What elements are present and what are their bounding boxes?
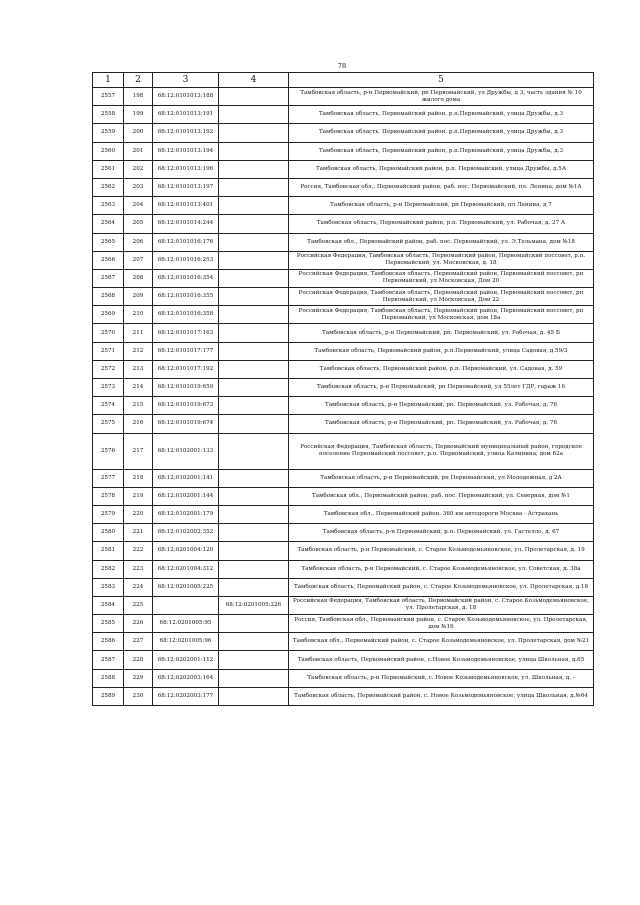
row-number-cell: 2568 bbox=[93, 288, 124, 306]
row-number-cell: 2576 bbox=[93, 433, 124, 469]
address-cell: Российская Федерация, Тамбовская область, Первомайский район, Первомайский поссовет, р.п. Первомайский, ул. Московская, д. 18 bbox=[289, 251, 594, 269]
table-row bbox=[93, 288, 594, 306]
cadastral-number-cell: 68:12:0201005:95 bbox=[153, 615, 219, 633]
header-col-2: 2 bbox=[124, 73, 153, 88]
row-number-cell: 2587 bbox=[93, 651, 124, 669]
row-number-cell: 2569 bbox=[93, 306, 124, 324]
table-row bbox=[93, 142, 594, 160]
alt-cadastral-number-cell bbox=[219, 88, 289, 106]
local-number-cell: 211 bbox=[124, 324, 153, 342]
cadastral-number-cell: 68:12:0201005:225 bbox=[153, 578, 219, 596]
cadastral-number-cell: 68:12:0101016:253 bbox=[153, 251, 219, 269]
alt-cadastral-number-cell bbox=[219, 269, 289, 287]
row-number-cell: 2565 bbox=[93, 233, 124, 251]
local-number-cell: 219 bbox=[124, 487, 153, 505]
cadastral-number-cell: 68:12:0202001:112 bbox=[153, 651, 219, 669]
alt-cadastral-number-cell bbox=[219, 615, 289, 633]
alt-cadastral-number-cell bbox=[219, 160, 289, 178]
row-number-cell: 2559 bbox=[93, 124, 124, 142]
alt-cadastral-number-cell bbox=[219, 505, 289, 523]
cadastral-number-cell: 68:12:0201004:120 bbox=[153, 542, 219, 560]
row-number-cell: 2584 bbox=[93, 596, 124, 614]
alt-cadastral-number-cell bbox=[219, 560, 289, 578]
row-number-cell: 2575 bbox=[93, 415, 124, 433]
address-cell: Тамбовская область, Первомайский район, р.п.Первомайский, улица Дружбы, д.3 bbox=[289, 142, 594, 160]
cadastral-number-cell: 68:12:0201004:312 bbox=[153, 560, 219, 578]
address-cell: Тамбовская область, Первомайский район, р.п.Первомайский, улица Садовая, д.59/3 bbox=[289, 342, 594, 360]
alt-cadastral-number-cell bbox=[219, 306, 289, 324]
local-number-cell: 204 bbox=[124, 197, 153, 215]
row-number-cell: 2586 bbox=[93, 633, 124, 651]
address-cell: Тамбовская обл., Первомайский район. 360 км автодороги Москва - Астрахань bbox=[289, 505, 594, 523]
local-number-cell: 206 bbox=[124, 233, 153, 251]
address-cell: Россия, Тамбовская обл., Первомайский район, раб. пос. Первомайский, пл. Ленина, дом №1А bbox=[289, 178, 594, 196]
alt-cadastral-number-cell bbox=[219, 251, 289, 269]
address-cell: Тамбовская область, Первомайский район, р.п.Первомайский, улица Дружбы, д.3 bbox=[289, 124, 594, 142]
row-number-cell: 2581 bbox=[93, 542, 124, 560]
alt-cadastral-number-cell bbox=[219, 178, 289, 196]
alt-cadastral-number-cell bbox=[219, 542, 289, 560]
table-row bbox=[93, 505, 594, 523]
table-row bbox=[93, 178, 594, 196]
cadastral-number-cell: 68:12:0101019:659 bbox=[153, 379, 219, 397]
cadastral-number-cell: 68:12:0101017:192 bbox=[153, 360, 219, 378]
local-number-cell: 205 bbox=[124, 215, 153, 233]
cadastral-number-cell: 68:12:0101016:354 bbox=[153, 269, 219, 287]
local-number-cell: 202 bbox=[124, 160, 153, 178]
cadastral-number-cell: 68:12:0101013:191 bbox=[153, 106, 219, 124]
table-row bbox=[93, 233, 594, 251]
table-row bbox=[93, 342, 594, 360]
cadastral-number-cell: 68:12:0101017:177 bbox=[153, 342, 219, 360]
alt-cadastral-number-cell bbox=[219, 578, 289, 596]
row-number-cell: 2589 bbox=[93, 687, 124, 705]
alt-cadastral-number-cell bbox=[219, 106, 289, 124]
row-number-cell: 2573 bbox=[93, 379, 124, 397]
cadastral-number-cell: 68:12:0101013:196 bbox=[153, 160, 219, 178]
row-number-cell: 2561 bbox=[93, 160, 124, 178]
address-cell: Тамбовская область, р-н Первомайский, с. Новое Козьмодемьяновское, ул. Школьная, д. - bbox=[289, 669, 594, 687]
table-row bbox=[93, 578, 594, 596]
cadastral-number-cell: 68:12:0201005:96 bbox=[153, 633, 219, 651]
header-col-1: 1 bbox=[93, 73, 124, 88]
cadastral-number-cell bbox=[153, 596, 219, 614]
cadastral-number-cell: 68:12:0101019:673 bbox=[153, 397, 219, 415]
cadastral-number-cell: 68:12:0202003:164 bbox=[153, 669, 219, 687]
local-number-cell: 226 bbox=[124, 615, 153, 633]
address-cell: Тамбовская область, р-н Первомайский, с. Старое Козьмодемьяновское, ул. Пролетарская, д. 19 bbox=[289, 542, 594, 560]
alt-cadastral-number-cell bbox=[219, 469, 289, 487]
local-number-cell: 217 bbox=[124, 433, 153, 469]
alt-cadastral-number-cell bbox=[219, 415, 289, 433]
local-number-cell: 220 bbox=[124, 505, 153, 523]
header-col-5: 5 bbox=[289, 73, 594, 88]
table-row bbox=[93, 379, 594, 397]
address-cell: Россия, Тамбовская обл., Первомайский район, с. Старое Козьмодемьяновское, ул. Пролетарская, дом №16 bbox=[289, 615, 594, 633]
alt-cadastral-number-cell: 68:12:0201005:226 bbox=[219, 596, 289, 614]
alt-cadastral-number-cell bbox=[219, 379, 289, 397]
alt-cadastral-number-cell bbox=[219, 487, 289, 505]
address-cell: Тамбовская область, р-н Первомайский, рп Первомайский, ул Молодежная, д 2А bbox=[289, 469, 594, 487]
table-row bbox=[93, 397, 594, 415]
local-number-cell: 227 bbox=[124, 633, 153, 651]
address-cell: Тамбовская область, Первомайский район, р.п.Первомайский, улица Дружбы, д.3 bbox=[289, 106, 594, 124]
local-number-cell: 212 bbox=[124, 342, 153, 360]
row-number-cell: 2577 bbox=[93, 469, 124, 487]
local-number-cell: 214 bbox=[124, 379, 153, 397]
header-col-3: 3 bbox=[153, 73, 219, 88]
local-number-cell: 221 bbox=[124, 524, 153, 542]
alt-cadastral-number-cell bbox=[219, 669, 289, 687]
local-number-cell: 203 bbox=[124, 178, 153, 196]
local-number-cell: 225 bbox=[124, 596, 153, 614]
cadastral-number-cell: 68:12:0101013:194 bbox=[153, 142, 219, 160]
cadastral-number-cell: 68:12:0101013:401 bbox=[153, 197, 219, 215]
local-number-cell: 229 bbox=[124, 669, 153, 687]
row-number-cell: 2563 bbox=[93, 197, 124, 215]
local-number-cell: 200 bbox=[124, 124, 153, 142]
alt-cadastral-number-cell bbox=[219, 360, 289, 378]
cadastral-number-cell: 68:12:0101016:176 bbox=[153, 233, 219, 251]
address-cell: Тамбовская область, Первомайский район, р.п. Первомайский, улица Дружбы, д.5А bbox=[289, 160, 594, 178]
cadastral-number-cell: 68:12:0102002:352 bbox=[153, 524, 219, 542]
table-row bbox=[93, 669, 594, 687]
alt-cadastral-number-cell bbox=[219, 124, 289, 142]
table-body bbox=[93, 88, 594, 706]
local-number-cell: 199 bbox=[124, 106, 153, 124]
row-number-cell: 2570 bbox=[93, 324, 124, 342]
alt-cadastral-number-cell bbox=[219, 288, 289, 306]
local-number-cell: 210 bbox=[124, 306, 153, 324]
alt-cadastral-number-cell bbox=[219, 215, 289, 233]
local-number-cell: 209 bbox=[124, 288, 153, 306]
alt-cadastral-number-cell bbox=[219, 687, 289, 705]
table-row bbox=[93, 160, 594, 178]
address-cell: Тамбовская область, Первомайский район, р.п. Первомайский, ул. Рабочая, д. 27 А bbox=[289, 215, 594, 233]
cadastral-number-cell: 68:12:0102001:141 bbox=[153, 469, 219, 487]
row-number-cell: 2588 bbox=[93, 669, 124, 687]
table-row bbox=[93, 633, 594, 651]
local-number-cell: 222 bbox=[124, 542, 153, 560]
table-row bbox=[93, 269, 594, 287]
alt-cadastral-number-cell bbox=[219, 233, 289, 251]
row-number-cell: 2562 bbox=[93, 178, 124, 196]
local-number-cell: 216 bbox=[124, 415, 153, 433]
header-row bbox=[93, 73, 594, 88]
alt-cadastral-number-cell bbox=[219, 633, 289, 651]
table-row bbox=[93, 215, 594, 233]
alt-cadastral-number-cell bbox=[219, 342, 289, 360]
address-cell: Тамбовская область, Первомайский район, с.Новое Козьмодемьяновское, улица Школьная, д.65 bbox=[289, 651, 594, 669]
alt-cadastral-number-cell bbox=[219, 433, 289, 469]
cadastral-number-cell: 68:12:0101016:355 bbox=[153, 288, 219, 306]
row-number-cell: 2571 bbox=[93, 342, 124, 360]
local-number-cell: 198 bbox=[124, 88, 153, 106]
address-cell: Тамбовская обл., Первомайский район, раб. пос. Первомайский, ул. Северная, дом №1 bbox=[289, 487, 594, 505]
address-cell: Российская Федерация, Тамбовская область, Первомайский район, Первомайский поссовет, рп Первомайский, ул Московская, Дом 20 bbox=[289, 269, 594, 287]
table-row bbox=[93, 469, 594, 487]
row-number-cell: 2582 bbox=[93, 560, 124, 578]
table-row bbox=[93, 651, 594, 669]
address-cell: Тамбовская область, р-н Первомайский, рп. Первомайский, ул. Рабочая, д. 45 Б bbox=[289, 324, 594, 342]
alt-cadastral-number-cell bbox=[219, 397, 289, 415]
cadastral-number-cell: 68:12:0102001:179 bbox=[153, 505, 219, 523]
address-cell: Российская Федерация, Тамбовская область, Первомайский район, Первомайский поссовет, рп Первомайский, ул Московская, Дом 22 bbox=[289, 288, 594, 306]
table-row bbox=[93, 415, 594, 433]
address-cell: Тамбовская область, Первомайский район, с. Старое Козьмодемьяновское, ул. Пролетарская, д.18 bbox=[289, 578, 594, 596]
table-row bbox=[93, 324, 594, 342]
cadastral-number-cell: 68:12:0101019:674 bbox=[153, 415, 219, 433]
table-row bbox=[93, 106, 594, 124]
cadastral-number-cell: 68:12:0101016:358 bbox=[153, 306, 219, 324]
row-number-cell: 2558 bbox=[93, 106, 124, 124]
table-row bbox=[93, 306, 594, 324]
table-row bbox=[93, 360, 594, 378]
local-number-cell: 213 bbox=[124, 360, 153, 378]
address-cell: Тамбовская область, р-н Первомайский, рп Первомайский, пл Ленина, д 7 bbox=[289, 197, 594, 215]
row-number-cell: 2566 bbox=[93, 251, 124, 269]
row-number-cell: 2574 bbox=[93, 397, 124, 415]
table-row bbox=[93, 542, 594, 560]
table-row bbox=[93, 687, 594, 705]
row-number-cell: 2557 bbox=[93, 88, 124, 106]
row-number-cell: 2579 bbox=[93, 505, 124, 523]
row-number-cell: 2560 bbox=[93, 142, 124, 160]
table-row bbox=[93, 251, 594, 269]
cadastral-number-cell: 68:12:0102001:144 bbox=[153, 487, 219, 505]
address-cell: Тамбовская область, р-н Первомайский, с. Старое Козьмодемьяновское, ул. Советская, д. 38а bbox=[289, 560, 594, 578]
row-number-cell: 2585 bbox=[93, 615, 124, 633]
header-col-4: 4 bbox=[219, 73, 289, 88]
table-row bbox=[93, 197, 594, 215]
address-cell: Тамбовская область, Первомайский район, с. Новое Козьмодемьяновское, улица Школьная, д.№64 bbox=[289, 687, 594, 705]
cadastral-number-cell: 68:12:0101013:197 bbox=[153, 178, 219, 196]
cadastral-number-cell: 68:12:0101013:192 bbox=[153, 124, 219, 142]
cadastral-number-cell: 68:12:0101013:188 bbox=[153, 88, 219, 106]
table-row bbox=[93, 487, 594, 505]
row-number-cell: 2583 bbox=[93, 578, 124, 596]
local-number-cell: 207 bbox=[124, 251, 153, 269]
table-row bbox=[93, 433, 594, 469]
local-number-cell: 201 bbox=[124, 142, 153, 160]
alt-cadastral-number-cell bbox=[219, 142, 289, 160]
table-row bbox=[93, 615, 594, 633]
alt-cadastral-number-cell bbox=[219, 524, 289, 542]
local-number-cell: 218 bbox=[124, 469, 153, 487]
cadastral-number-cell: 68:12:0102001:133 bbox=[153, 433, 219, 469]
alt-cadastral-number-cell bbox=[219, 651, 289, 669]
registry-table bbox=[92, 72, 594, 706]
address-cell: Российская Федерация, Тамбовская область, Первомайский район, с. Старое Козьмодемьяновское, ул. Пролетарская, д. 18 bbox=[289, 596, 594, 614]
address-cell: Российская Федерация, Тамбовская область, Первомайский район, Первомайский поссовет, рп Первомайский, ул Московская, дом 18а bbox=[289, 306, 594, 324]
cadastral-number-cell: 68:12:0101017:163 bbox=[153, 324, 219, 342]
address-cell: Тамбовская область, р-н Первомайский, р.п. Первомайский, ул. Гастелло, д. 67 bbox=[289, 524, 594, 542]
address-cell: Тамбовская область, р-н Первомайский, рп. Первомайский, ул. Рабочая, д. 76 bbox=[289, 415, 594, 433]
address-cell: Тамбовская область, р-н Первомайский, рп Первомайский, ул Дружбы, д 3, часть здания № 10 жилого дома bbox=[289, 88, 594, 106]
table-row bbox=[93, 524, 594, 542]
local-number-cell: 230 bbox=[124, 687, 153, 705]
table-row bbox=[93, 124, 594, 142]
row-number-cell: 2580 bbox=[93, 524, 124, 542]
local-number-cell: 228 bbox=[124, 651, 153, 669]
local-number-cell: 224 bbox=[124, 578, 153, 596]
page-number: 78 bbox=[337, 62, 347, 70]
cadastral-number-cell: 68:12:0202003:177 bbox=[153, 687, 219, 705]
address-cell: Тамбовская область, р-н Первомайский, рп. Первомайский, ул. Рабочая, д. 76 bbox=[289, 397, 594, 415]
address-cell: Тамбовская обл., Первомайский район, с. Старое Козьмодемьяновское, ул. Пролетарская, дом №21 bbox=[289, 633, 594, 651]
local-number-cell: 215 bbox=[124, 397, 153, 415]
table-row bbox=[93, 560, 594, 578]
address-cell: Тамбовская область, р-н Первомайский, рп Первомайский, ул 55лет ГДР, гараж 16 bbox=[289, 379, 594, 397]
alt-cadastral-number-cell bbox=[219, 197, 289, 215]
alt-cadastral-number-cell bbox=[219, 324, 289, 342]
table-row bbox=[93, 88, 594, 106]
local-number-cell: 223 bbox=[124, 560, 153, 578]
row-number-cell: 2564 bbox=[93, 215, 124, 233]
row-number-cell: 2567 bbox=[93, 269, 124, 287]
address-cell: Тамбовская область, Первомайский район, р.п. Первомайский, ул. Садовая, д. 59 bbox=[289, 360, 594, 378]
row-number-cell: 2572 bbox=[93, 360, 124, 378]
row-number-cell: 2578 bbox=[93, 487, 124, 505]
address-cell: Тамбовская обл., Первомайский район, раб. пос. Первомайский, ул. Э.Тельмана, дом №18 bbox=[289, 233, 594, 251]
address-cell: Российская Федерация, Тамбовская область, Первомайский муниципальный район, городское поселение Первомайский поссовет, р.п. Первомайский, улица Калинина, дом 62а bbox=[289, 433, 594, 469]
local-number-cell: 208 bbox=[124, 269, 153, 287]
cadastral-number-cell: 68:12:0101014:244 bbox=[153, 215, 219, 233]
table-row bbox=[93, 596, 594, 614]
